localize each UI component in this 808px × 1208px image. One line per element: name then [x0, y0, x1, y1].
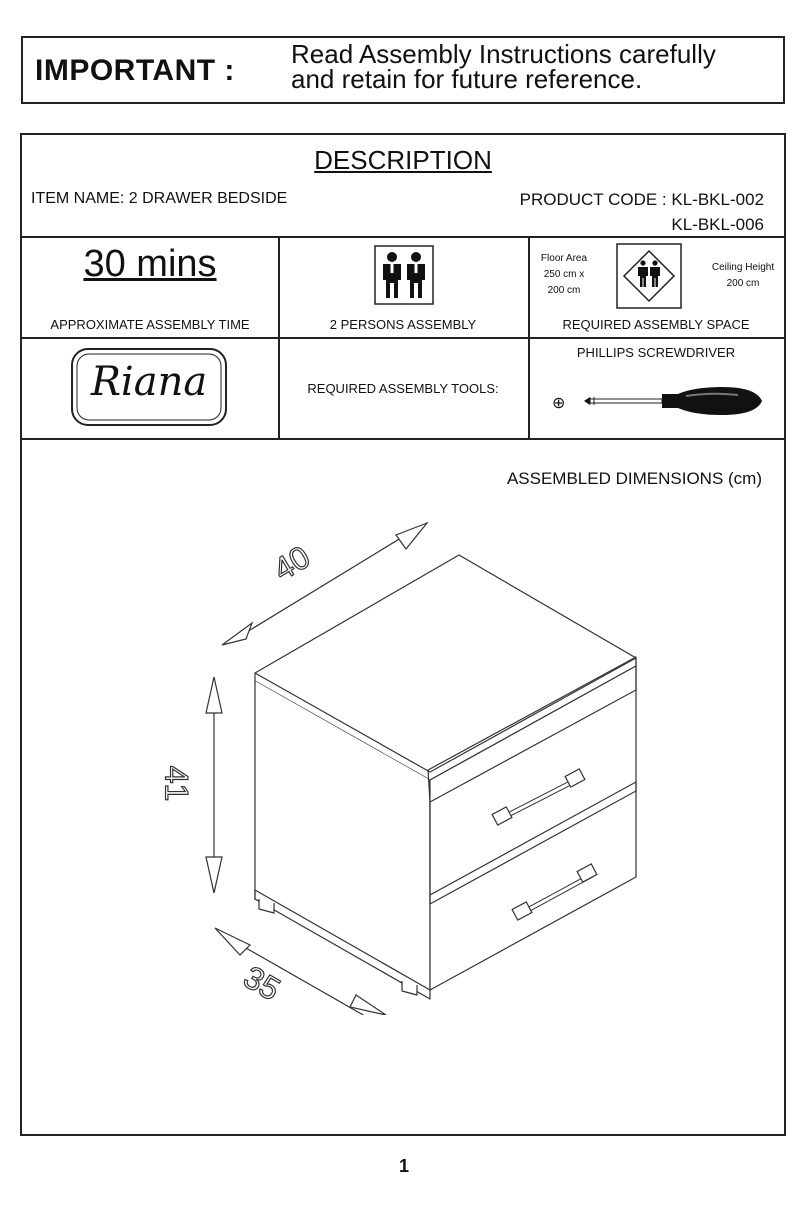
- tool-name: PHILLIPS SCREWDRIVER: [576, 345, 736, 360]
- ceiling-height: [702, 260, 784, 292]
- assembly-time-caption: APPROXIMATE ASSEMBLY TIME: [50, 317, 250, 332]
- divider: [22, 236, 784, 238]
- depth-label: 35: [237, 958, 287, 1008]
- page-number: 1: [398, 1156, 409, 1176]
- product-code-alt: KL-BKL-006: [671, 215, 764, 234]
- item-name: ITEM NAME: 2 DRAWER BEDSIDE: [31, 190, 288, 207]
- two-persons-icon: [374, 245, 434, 305]
- floor-area-line2: 200 cm: [547, 285, 581, 296]
- product-code: PRODUCT CODE : KL-BKL-002: [519, 190, 764, 209]
- width-label: 40: [267, 538, 317, 588]
- cabinet-foot: [259, 899, 274, 913]
- dimensions-heading: ASSEMBLED DIMENSIONS (cm): [506, 469, 762, 488]
- space-caption: REQUIRED ASSEMBLY SPACE: [562, 317, 750, 332]
- screwdriver-icon: [582, 383, 768, 419]
- divider: [278, 236, 280, 438]
- floor-area-label: Floor Area: [540, 253, 588, 264]
- important-notice: [21, 36, 785, 104]
- description-panel: [20, 133, 786, 1136]
- floor-area: [530, 251, 598, 299]
- assembly-space-icon: [616, 243, 682, 309]
- important-line-1: Read Assembly Instructions carefully: [291, 39, 716, 69]
- logo-text: Riana: [90, 359, 208, 405]
- important-text: [291, 39, 716, 94]
- description-title: DESCRIPTION: [314, 145, 492, 175]
- floor-area-line1: 250 cm x: [543, 269, 585, 280]
- cabinet-foot: [402, 981, 417, 995]
- tools-label: REQUIRED ASSEMBLY TOOLS:: [307, 381, 499, 396]
- assembly-time: 30 mins: [83, 243, 217, 285]
- divider: [22, 337, 784, 339]
- persons-caption: 2 PERSONS ASSEMBLY: [329, 317, 477, 332]
- important-line-2: and retain for future reference.: [291, 64, 643, 94]
- divider: [22, 438, 784, 440]
- phillips-symbol: ⊕: [552, 395, 566, 412]
- height-arrow: [206, 677, 222, 893]
- important-label: IMPORTANT :: [35, 54, 235, 87]
- height-label: 41: [158, 765, 195, 802]
- cabinet-diagram: [22, 495, 784, 1015]
- riana-logo: [70, 347, 228, 427]
- ceiling-label: Ceiling Height: [711, 262, 775, 273]
- ceiling-value: 200 cm: [726, 278, 760, 289]
